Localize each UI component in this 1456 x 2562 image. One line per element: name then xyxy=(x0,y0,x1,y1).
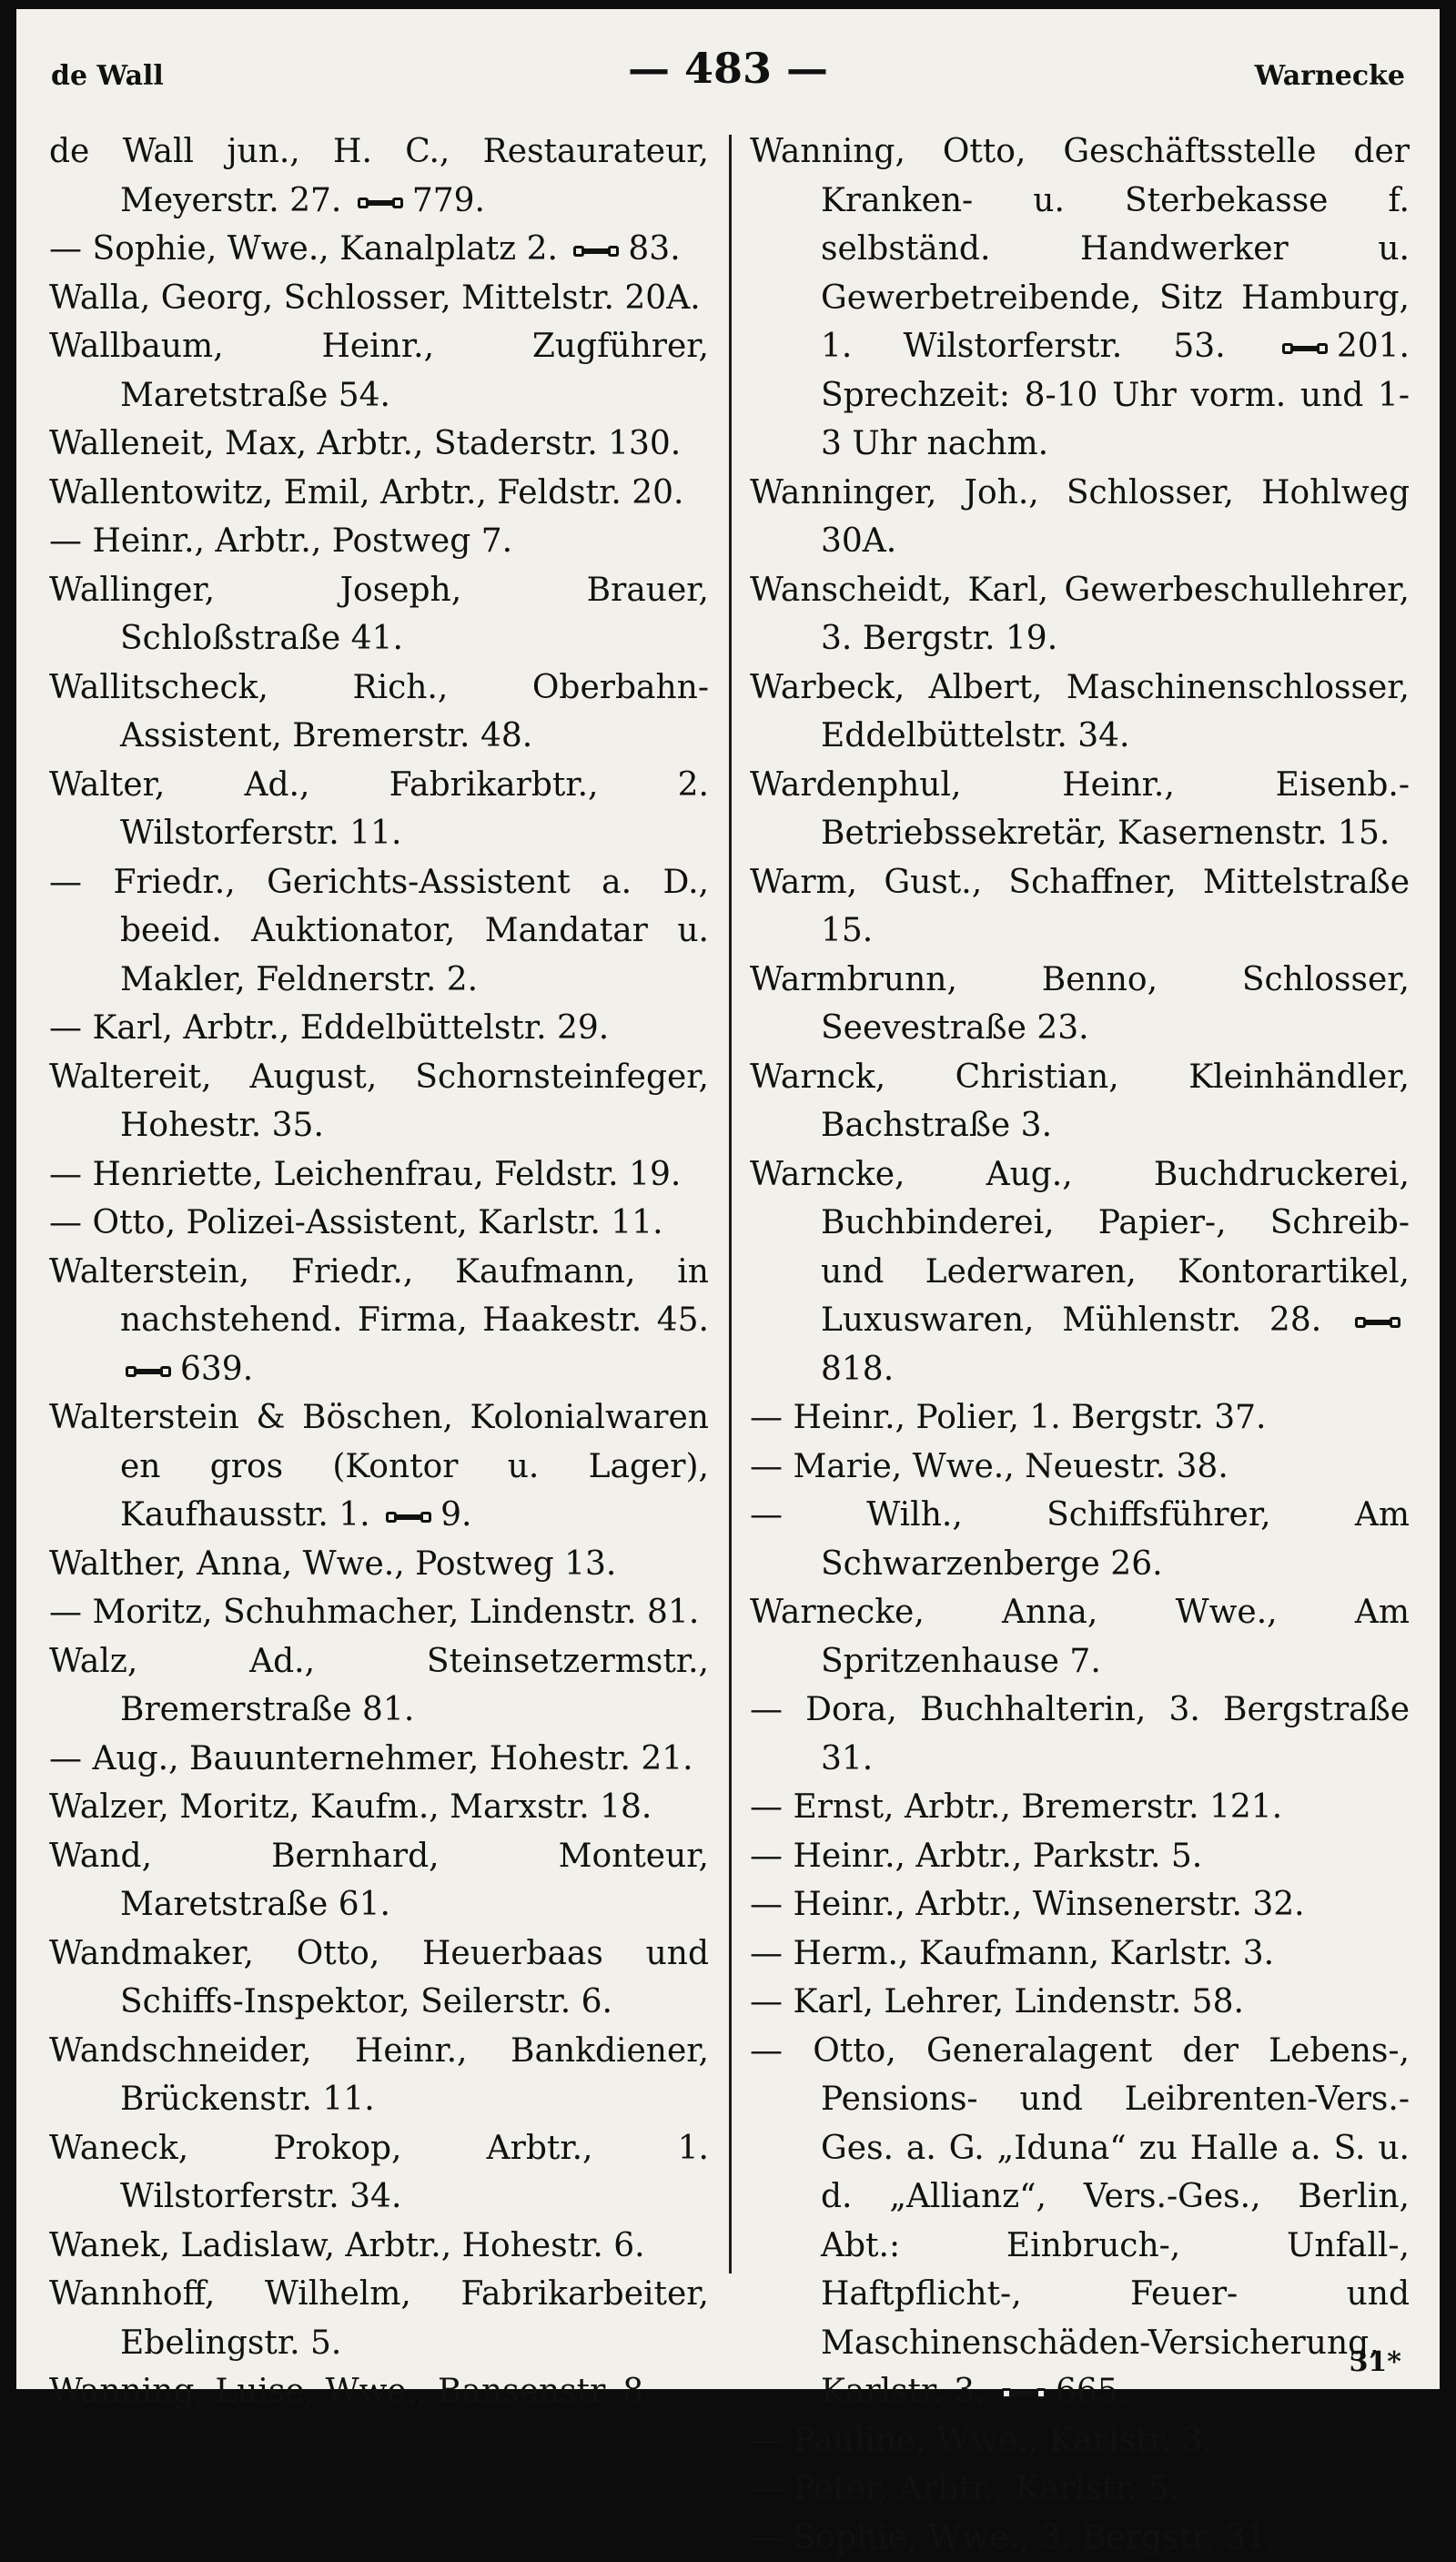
directory-entry xyxy=(750,1393,1410,1443)
entry-text: Warnecke, Anna, Wwe., Am Spritzenhause 7. xyxy=(750,1594,1410,1680)
entry-text: — Otto, Polizei-Assistent, Karlstr. 11. xyxy=(49,1204,663,1241)
phone-number: 83. xyxy=(628,230,680,268)
entry-text: Wallbaum, Heinr., Zugführer, Maretstraße 54. xyxy=(49,328,709,414)
right-column xyxy=(750,127,1410,2562)
entry-text: Wandmaker, Otto, Heuerbaas und Schiffs-Inspektor, Seilerstr. 6. xyxy=(49,1935,709,2021)
directory-entry xyxy=(49,127,709,225)
phone-number: 779. xyxy=(412,182,485,219)
directory-entry xyxy=(49,1637,709,1735)
entry-text: Wanninger, Joh., Schlosser, Hohlweg 30A. xyxy=(750,474,1410,561)
entry-note: Sprechzeit: 8-10 Uhr vorm. und 1-3 Uhr nachm. xyxy=(821,377,1410,463)
directory-entry xyxy=(750,1150,1410,1394)
entry-text: — Henriette, Leichenfrau, Feldstr. 19. xyxy=(49,1156,681,1193)
entry-text: Waneck, Prokop, Arbtr., 1. Wilstorferstr. 34. xyxy=(49,2130,709,2216)
directory-entry xyxy=(49,566,709,663)
directory-entry xyxy=(750,1880,1410,1929)
directory-entry xyxy=(49,1004,709,1053)
directory-entry xyxy=(49,1053,709,1150)
directory-entry xyxy=(750,1443,1410,1492)
directory-entry xyxy=(750,469,1410,566)
entry-text: — Aug., Bauunternehmer, Hohestr. 21. xyxy=(49,1740,693,1777)
directory-entry xyxy=(750,2465,1410,2514)
directory-entry xyxy=(49,322,709,420)
entry-text: — Heinr., Polier, 1. Bergstr. 37. xyxy=(750,1399,1266,1436)
entry-text: Wallinger, Joseph, Brauer, Schloßstraße 41. xyxy=(49,572,709,658)
telephone-receiver-icon xyxy=(384,1507,433,1527)
entry-text: de Wall jun., H. C., Restaurateur, Meyerstr. 27. xyxy=(49,133,709,219)
entry-text: Wallentowitz, Emil, Arbtr., Feldstr. 20. xyxy=(49,474,683,511)
directory-entry xyxy=(750,1491,1410,1588)
entry-text: Wanning, Luise, Wwe., Bansenstr. 8. xyxy=(49,2373,654,2410)
column-divider xyxy=(729,135,732,2273)
entry-text: Wanek, Ladislaw, Arbtr., Hohestr. 6. xyxy=(49,2227,645,2264)
entry-text: Wardenphul, Heinr., Eisenb.-Betriebssekretär, Kasernenstr. 15. xyxy=(750,766,1410,853)
phone-number: 639. xyxy=(180,1351,253,1388)
directory-entry xyxy=(750,663,1410,761)
page-header xyxy=(42,44,1414,107)
entry-text: — Friedr., Gerichts-Assistent a. D., beeid. Auktionator, Mandatar u. Makler, Feldnerstr. 2. xyxy=(49,864,709,998)
directory-entry xyxy=(750,1783,1410,1832)
entry-text: — Moritz, Schuhmacher, Lindenstr. 81. xyxy=(49,1594,699,1631)
directory-entry xyxy=(750,761,1410,858)
directory-entry xyxy=(49,274,709,323)
directory-entry xyxy=(49,2124,709,2222)
directory-entry xyxy=(750,1588,1410,1686)
entry-text: Walter, Ad., Fabrikarbtr., 2. Wilstorferstr. 11. xyxy=(49,766,709,853)
directory-entry xyxy=(750,2416,1410,2466)
directory-entry xyxy=(750,566,1410,663)
entry-text: Waltereit, August, Schornsteinfeger, Hohestr. 35. xyxy=(49,1058,709,1145)
left-column xyxy=(49,127,709,2416)
entry-text: Walther, Anna, Wwe., Postweg 13. xyxy=(49,1545,616,1583)
running-head-left: de Wall xyxy=(51,60,164,92)
telephone-receiver-icon xyxy=(1353,1312,1402,1332)
entry-text: — Karl, Lehrer, Lindenstr. 58. xyxy=(750,1983,1244,2020)
directory-entry xyxy=(750,1929,1410,1979)
page-number: — 483 — xyxy=(42,44,1414,93)
directory-entry xyxy=(750,127,1410,469)
entry-text: Wallitscheck, Rich., Oberbahn-Assistent, Bremerstr. 48. xyxy=(49,669,709,755)
entry-text: Walterstein & Böschen, Kolonialwaren en gros (Kontor u. Lager), Kaufhausstr. 1. xyxy=(49,1399,709,1534)
entry-text: Walzer, Moritz, Kaufm., Marxstr. 18. xyxy=(49,1788,652,1826)
entry-text: Wanscheidt, Karl, Gewerbeschullehrer, 3. Bergstr. 19. xyxy=(750,572,1410,658)
directory-entry xyxy=(49,1150,709,1200)
entry-text: Walz, Ad., Steinsetzermstr., Bremerstraße 81. xyxy=(49,1643,709,1729)
directory-entry xyxy=(750,1978,1410,2027)
directory-entry xyxy=(49,469,709,518)
phone-number: 818. xyxy=(821,1351,894,1388)
directory-columns xyxy=(49,127,1414,2284)
telephone-receiver-icon xyxy=(356,193,405,213)
phone-number: 201. xyxy=(1337,328,1410,365)
entry-text: Wannhoff, Wilhelm, Fabrikarbeiter, Ebelingstr. 5. xyxy=(49,2275,709,2362)
telephone-receiver-icon xyxy=(999,2384,1048,2404)
directory-entry xyxy=(49,2367,709,2416)
entry-text: Warm, Gust., Schaffner, Mittelstraße 15. xyxy=(750,864,1410,950)
entry-text: — Heinr., Arbtr., Winsenerstr. 32. xyxy=(750,1886,1305,1923)
directory-entry xyxy=(49,1735,709,1784)
entry-text: — Ernst, Arbtr., Bremerstr. 121. xyxy=(750,1788,1282,1826)
entry-text: — Heinr., Arbtr., Postweg 7. xyxy=(49,522,512,560)
directory-entry xyxy=(49,663,709,761)
directory-entry xyxy=(49,858,709,1005)
entry-text: — Heinr., Arbtr., Parkstr. 5. xyxy=(750,1838,1202,1875)
directory-entry xyxy=(49,1832,709,1929)
directory-entry xyxy=(750,1053,1410,1150)
directory-entry xyxy=(49,420,709,469)
telephone-receiver-icon xyxy=(124,1362,173,1382)
directory-page xyxy=(16,9,1440,2389)
running-head-right: Warnecke xyxy=(1255,60,1405,92)
entry-text: — Dora, Buchhalterin, 3. Bergstraße 31. xyxy=(750,1691,1410,1777)
entry-text: Wand, Bernhard, Monteur, Maretstraße 61. xyxy=(49,1838,709,1924)
entry-text: Warnck, Christian, Kleinhändler, Bachstraße 3. xyxy=(750,1058,1410,1145)
entry-text: — Otto, Generalagent der Lebens-, Pensions- und Leibrenten-Vers.-Ges. a. G. „Iduna“ zu Halle a. S. u. d. „Allianz“, Vers.-Ges., Berlin, Abt.: Einbruch-, Unfall-, Haftpflicht-, Feuer- und Maschinenschäden-Versicherung, Karlstr. 3. xyxy=(750,2032,1410,2411)
directory-entry xyxy=(49,1199,709,1248)
entry-text: — Sophie, Wwe., Kanalplatz 2. xyxy=(49,230,558,268)
directory-entry xyxy=(49,1783,709,1832)
directory-entry xyxy=(49,2222,709,2271)
directory-entry xyxy=(750,2027,1410,2416)
directory-entry xyxy=(49,1248,709,1394)
entry-text: Wandschneider, Heinr., Bankdiener, Brückenstr. 11. xyxy=(49,2032,709,2119)
entry-text: Wanning, Otto, Geschäftsstelle der Kranken- u. Sterbekasse f. selbständ. Handwerker u. Gewerbetreibende, Sitz Hamburg, 1. Wilstorferstr. 53. xyxy=(750,133,1410,365)
entry-text: — Karl, Arbtr., Eddelbüttelstr. 29. xyxy=(49,1009,609,1047)
entry-text: Walterstein, Friedr., Kaufmann, in nachstehend. Firma, Haakestr. 45. xyxy=(49,1253,709,1340)
directory-entry xyxy=(49,1393,709,1540)
directory-entry xyxy=(750,1686,1410,1783)
directory-entry xyxy=(49,225,709,274)
sheet-signature: 31* xyxy=(1350,2346,1401,2378)
directory-entry xyxy=(49,517,709,566)
entry-text: Walleneit, Max, Arbtr., Staderstr. 130. xyxy=(49,425,681,462)
entry-text: Warncke, Aug., Buchdruckerei, Buchbinderei, Papier-, Schreib- und Lederwaren, Kontorartikel, Luxuswaren, Mühlenstr. 28. xyxy=(750,1156,1410,1340)
directory-entry xyxy=(750,956,1410,1053)
entry-text: — Wilh., Schiffsführer, Am Schwarzenberge 26. xyxy=(750,1496,1410,1583)
entry-text: Warmbrunn, Benno, Schlosser, Seevestraße 23. xyxy=(750,961,1410,1048)
entry-text: Walla, Georg, Schlosser, Mittelstr. 20A. xyxy=(49,279,701,317)
entry-text: — Sophie, Wwe., 3. Bergstr. 31. xyxy=(750,2519,1277,2557)
directory-entry xyxy=(750,2514,1410,2562)
telephone-receiver-icon xyxy=(571,241,621,261)
entry-text: — Peter, Arbtr., Karlstr. 5. xyxy=(750,2470,1179,2507)
entry-text: — Marie, Wwe., Neuestr. 38. xyxy=(750,1448,1228,1485)
entry-text: Warbeck, Albert, Maschinenschlosser, Eddelbüttelstr. 34. xyxy=(750,669,1410,755)
directory-entry xyxy=(49,1588,709,1637)
phone-number: 9. xyxy=(440,1496,471,1534)
directory-entry xyxy=(49,2270,709,2367)
telephone-receiver-icon xyxy=(1280,339,1330,359)
directory-entry xyxy=(49,761,709,858)
directory-entry xyxy=(49,1540,709,1589)
directory-entry xyxy=(49,1929,709,2027)
entry-text: — Pauline, Wwe., Karlstr. 3. xyxy=(750,2422,1213,2459)
phone-number: 665. xyxy=(1056,2373,1128,2410)
entry-text: — Herm., Kaufmann, Karlstr. 3. xyxy=(750,1935,1274,1972)
directory-entry xyxy=(750,858,1410,956)
directory-entry xyxy=(49,2027,709,2124)
directory-entry xyxy=(750,1832,1410,1881)
